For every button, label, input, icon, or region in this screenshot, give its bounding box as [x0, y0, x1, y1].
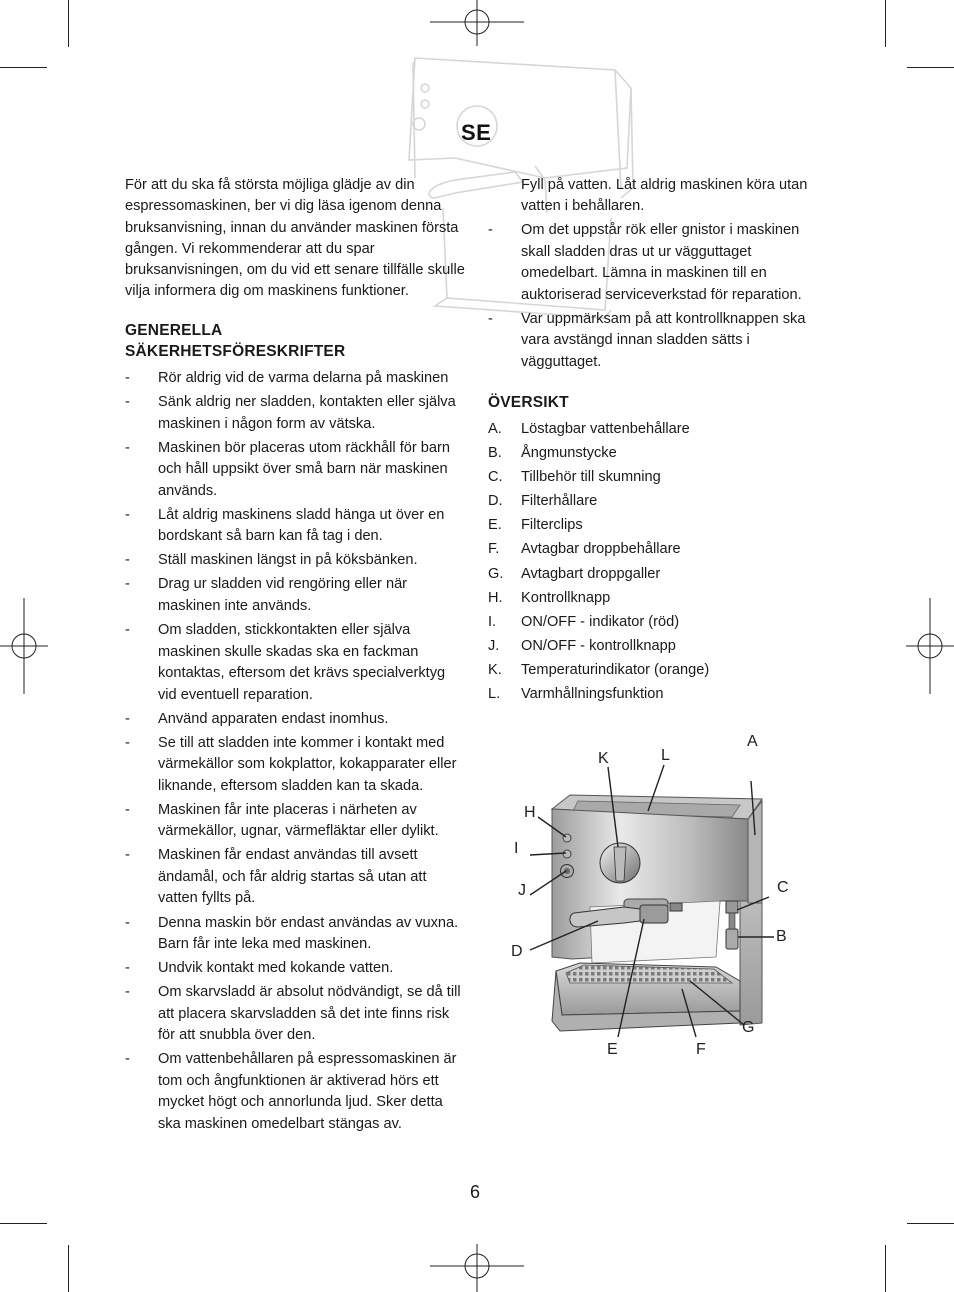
- safety-item: [125, 958, 465, 980]
- safety-item: [125, 620, 465, 706]
- overview-heading: ÖVERSIKT: [488, 394, 569, 411]
- safety-item: [125, 913, 465, 956]
- diagram-label-a: A: [747, 733, 758, 750]
- safety-item: [125, 438, 465, 503]
- diagram-label-f: F: [696, 1041, 706, 1058]
- overview-item-marker: G.: [488, 565, 504, 582]
- safety-item-marker: -: [125, 439, 130, 456]
- overview-item: [488, 539, 831, 561]
- safety-item-text: Maskinen får inte placeras i närheten av värmekällor, ugnar, värmefläktar eller dylikt.: [158, 801, 439, 840]
- overview-item: [488, 564, 831, 586]
- overview-item-marker: B.: [488, 445, 502, 462]
- overview-item: [488, 419, 831, 441]
- safety-continued-text: Fyll på vatten. Låt aldrig maskinen köra utan vatten i behållaren.: [521, 177, 808, 215]
- safety-item: [125, 574, 465, 617]
- diagram-label-g: G: [742, 1019, 755, 1036]
- safety-item-marker: -: [488, 222, 493, 238]
- safety-item-text: Om vattenbehållaren på espressomaskinen är tom och ångfunktionen är aktiverad hörs ett mycket högt och annorlunda ljud. Sker detta ska maskinen omedelbart stängas av.: [158, 1051, 457, 1132]
- diagram-label-k: K: [598, 750, 609, 767]
- crop-mark: [68, 0, 69, 47]
- crop-mark: [885, 1245, 886, 1292]
- safety-item: [488, 309, 831, 374]
- safety-item-text: Se till att sladden inte kommer i kontakt med värmekällor som kokplattor, kokapparater eller liknande, eftersom sladden kan ta skada.: [158, 734, 457, 794]
- safety-item: [125, 505, 465, 548]
- overview-item-marker: C.: [488, 469, 503, 486]
- safety-item-marker: -: [125, 1051, 130, 1068]
- overview-item: [488, 636, 831, 658]
- registration-mark-left: [0, 598, 48, 694]
- safety-item-text: Maskinen bör placeras utom räckhåll för barn och håll uppsikt över små barn när maskinen används.: [158, 439, 451, 499]
- registration-mark-bottom: [430, 1244, 524, 1292]
- overview-item-text: Filterclips: [521, 517, 583, 534]
- overview-item-text: Avtagbart droppgaller: [521, 565, 661, 582]
- overview-item-text: Avtagbar droppbehållare: [521, 541, 681, 558]
- overview-item-text: Filterhållare: [521, 493, 598, 510]
- safety-item: [125, 392, 465, 435]
- safety-item-text: Rör aldrig vid de varma delarna på maskinen: [158, 370, 449, 386]
- diagram-label-i: I: [514, 840, 519, 857]
- safety-item-marker: -: [125, 960, 130, 977]
- safety-item: [488, 220, 831, 306]
- overview-item: [488, 660, 831, 682]
- overview-list: [488, 419, 831, 708]
- overview-item: [488, 588, 831, 610]
- intro-paragraph: För att du ska få största möjliga glädje av din espressomaskinen, ber vi dig läsa igenom denna bruksanvisning, innan du använder maskinen första gången. Vi rekommenderar att du spar bruksanvisningen, om du vid ett senare tillfälle skulle vilja informera dig om maskinens funktioner.: [125, 177, 465, 300]
- overview-item-text: ON/OFF - kontrollknapp: [521, 637, 676, 654]
- overview-item-text: ON/OFF - indikator (röd): [521, 613, 680, 630]
- safety-item-text: Ställ maskinen längst in på köksbänken.: [158, 552, 418, 569]
- safety-item-text: Använd apparaten endast inomhus.: [158, 710, 389, 727]
- diagram-label-l: L: [661, 747, 670, 764]
- diagram-label-b: B: [776, 928, 787, 945]
- crop-mark: [0, 1223, 47, 1224]
- overview-item-marker: F.: [488, 541, 500, 558]
- safety-item-text: Sänk aldrig ner sladden, kontakten eller själva maskinen i någon form av vätska.: [158, 394, 456, 432]
- crop-mark: [907, 67, 954, 68]
- overview-item: [488, 443, 831, 465]
- page-number: 6: [470, 1182, 481, 1202]
- safety-item-marker: -: [125, 984, 130, 1001]
- safety-item-text: Låt aldrig maskinens sladd hänga ut över en bordskant så barn kan få tag i den.: [158, 506, 445, 545]
- safety-item: [125, 550, 465, 572]
- safety-item-text: Maskinen får endast användas till avsett ändamål, och får aldrig startas så utan att vatten fyllts på.: [158, 847, 427, 907]
- safety-item-marker: -: [488, 310, 493, 327]
- crop-mark: [68, 1245, 69, 1292]
- overview-item: [488, 515, 831, 537]
- diagram-label-h: H: [524, 804, 536, 821]
- overview-item-text: Temperaturindikator (orange): [521, 661, 710, 678]
- safety-item: [125, 845, 465, 910]
- diagram-label-c: C: [777, 879, 789, 896]
- safety-item-text: Om skarvsladd är absolut nödvändigt, se då till att placera skarvsladden så det inte finns risk för att snubbla över den.: [158, 984, 461, 1044]
- language-code: SE: [461, 120, 492, 145]
- safety-more-list: [488, 220, 831, 376]
- safety-item-text: Om det uppstår rök eller gnistor i maskinen skall sladden dras ut ur vägguttaget omedelbart. Lämna in maskinen till en auktoriserad serviceverkstad för reparation.: [521, 222, 802, 303]
- safety-item: [125, 982, 465, 1047]
- safety-item-marker: -: [125, 506, 130, 523]
- safety-item-marker: -: [125, 710, 130, 727]
- safety-item-marker: -: [125, 370, 130, 386]
- overview-item-text: Tillbehör till skumning: [521, 469, 661, 486]
- safety-item-marker: -: [125, 552, 130, 569]
- safety-item-marker: -: [125, 914, 130, 931]
- overview-item: [488, 612, 831, 634]
- overview-item-marker: H.: [488, 589, 503, 606]
- safety-item-text: Denna maskin bör endast användas av vuxna. Barn får inte leka med maskinen.: [158, 914, 459, 953]
- safety-item-marker: -: [125, 734, 130, 751]
- safety-item-marker: -: [125, 576, 130, 593]
- diagram-label-j: J: [518, 882, 526, 899]
- crop-mark: [885, 0, 886, 47]
- safety-item-marker: -: [125, 394, 130, 411]
- safety-item-marker: -: [125, 847, 130, 864]
- safety-item: [125, 733, 465, 798]
- espresso-machine-diagram: [500, 725, 810, 1070]
- safety-item-text: Drag ur sladden vid rengöring eller när maskinen inte används.: [158, 576, 408, 614]
- overview-item: [488, 467, 831, 489]
- overview-item-marker: E.: [488, 517, 502, 534]
- overview-item-marker: A.: [488, 421, 502, 437]
- overview-item-text: Kontrollknapp: [521, 589, 611, 606]
- overview-item-marker: L.: [488, 686, 501, 703]
- crop-mark: [0, 67, 47, 68]
- safety-heading: [125, 320, 465, 362]
- overview-item-marker: I.: [488, 613, 497, 630]
- overview-item-text: Varmhållningsfunktion: [521, 686, 664, 703]
- safety-item: [125, 800, 465, 843]
- overview-item: [488, 684, 831, 706]
- registration-mark-top: [430, 0, 524, 48]
- diagram-label-d: D: [511, 943, 523, 960]
- registration-mark-right: [906, 598, 954, 694]
- overview-item-marker: K.: [488, 661, 502, 678]
- crop-mark: [907, 1223, 954, 1224]
- safety-item-text: Undvik kontakt med kokande vatten.: [158, 960, 394, 977]
- safety-heading-line2: SÄKERHETSFÖRESKRIFTER: [125, 343, 346, 360]
- overview-item: [488, 491, 831, 513]
- safety-item-marker: -: [125, 622, 130, 639]
- overview-item-marker: J.: [488, 637, 500, 654]
- overview-item-marker: D.: [488, 493, 503, 510]
- diagram-label-e: E: [607, 1041, 618, 1058]
- overview-item-text: Ångmunstycke: [521, 445, 617, 462]
- safety-item: [125, 709, 465, 731]
- safety-item-marker: -: [125, 801, 130, 818]
- overview-item-text: Löstagbar vattenbehållare: [521, 421, 690, 437]
- safety-item: [125, 368, 465, 390]
- safety-item-text: Var uppmärksam på att kontrollknappen ska vara avstängd innan sladden sätts i vägguttaget.: [521, 310, 806, 370]
- safety-heading-line1: GENERELLA: [125, 322, 223, 339]
- safety-item: [125, 1049, 465, 1135]
- safety-list: [125, 368, 465, 1138]
- safety-item-text: Om sladden, stickkontakten eller själva maskinen skulle skadas ska en fackman kontaktas, eftersom det krävs specialverktyg vid eventuell reparation.: [158, 622, 446, 703]
